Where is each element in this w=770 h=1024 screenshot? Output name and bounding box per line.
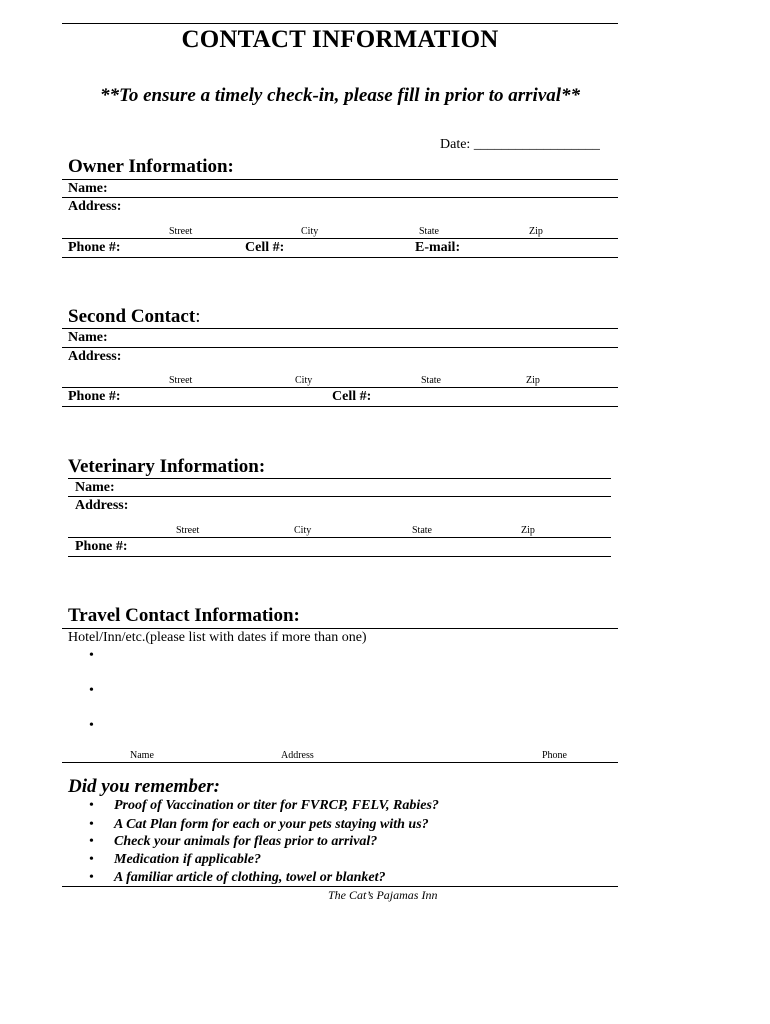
owner-phone-field[interactable]: Phone #:: [68, 240, 121, 255]
page-subtitle: **To ensure a timely check-in, please fill in prior to arrival**: [99, 85, 581, 106]
travel-col-phone: Phone: [542, 750, 567, 761]
owner-rule-4: [62, 257, 618, 258]
remember-bullet-4: •: [89, 852, 94, 867]
remember-rule: [62, 886, 618, 887]
second-heading-colon: :: [195, 306, 201, 327]
vet-heading: Veterinary Information:: [68, 456, 266, 477]
second-city-label: City: [295, 375, 313, 386]
vet-city-label: City: [294, 525, 312, 536]
top-rule: [62, 23, 618, 24]
remember-bullet-5: •: [89, 870, 94, 885]
second-rule-3: [62, 387, 618, 388]
owner-city-label: City: [301, 226, 319, 237]
vet-zip-label: Zip: [521, 525, 535, 536]
second-state-label: State: [421, 375, 441, 386]
date-field[interactable]: Date: __________________: [440, 137, 600, 152]
owner-heading: Owner Information:: [68, 156, 234, 177]
vet-rule-2: [68, 496, 611, 497]
owner-street-label: Street: [169, 226, 193, 237]
second-zip-label: Zip: [526, 375, 540, 386]
vet-state-label: State: [412, 525, 432, 536]
vet-rule-3: [68, 537, 611, 538]
second-address-field[interactable]: Address:: [68, 349, 122, 364]
second-heading-text: Second Contact: [68, 306, 196, 327]
second-street-label: Street: [169, 375, 193, 386]
remember-item-5: A familiar article of clothing, towel or blanket?: [114, 870, 386, 885]
owner-rule-1: [62, 179, 618, 180]
owner-email-field[interactable]: E-mail:: [415, 240, 461, 255]
travel-col-address: Address: [281, 750, 314, 761]
page-title: CONTACT INFORMATION: [181, 26, 499, 53]
owner-state-label: State: [419, 226, 439, 237]
second-name-field[interactable]: Name:: [68, 330, 108, 345]
second-phone-field[interactable]: Phone #:: [68, 389, 121, 404]
footer-text: The Cat’s Pajamas Inn: [328, 888, 438, 902]
vet-phone-field[interactable]: Phone #:: [75, 539, 128, 554]
travel-note: Hotel/Inn/etc.(please list with dates if more than one): [68, 630, 367, 645]
travel-bullet-2: •: [89, 683, 94, 698]
second-rule-1: [62, 328, 618, 329]
travel-rule-2: [62, 762, 618, 763]
travel-heading: Travel Contact Information:: [68, 605, 300, 626]
remember-bullet-3: •: [89, 834, 94, 849]
owner-rule-3: [62, 238, 618, 239]
second-rule-4: [62, 406, 618, 407]
remember-item-2: A Cat Plan form for each or your pets staying with us?: [114, 817, 429, 832]
travel-col-name: Name: [130, 750, 154, 761]
travel-bullet-3: •: [89, 718, 94, 733]
vet-street-label: Street: [176, 525, 200, 536]
owner-rule-2: [62, 197, 618, 198]
remember-heading: Did you remember:: [68, 776, 220, 797]
vet-address-field[interactable]: Address:: [75, 498, 129, 513]
remember-item-1: Proof of Vaccination or titer for FVRCP, FELV, Rabies?: [114, 798, 439, 813]
owner-address-field[interactable]: Address:: [68, 199, 122, 214]
remember-bullet-2: •: [89, 817, 94, 832]
travel-rule-1: [62, 628, 618, 629]
travel-bullet-1: •: [89, 648, 94, 663]
vet-rule-1: [68, 478, 611, 479]
vet-name-field[interactable]: Name:: [75, 480, 115, 495]
owner-zip-label: Zip: [529, 226, 543, 237]
remember-item-3: Check your animals for fleas prior to arrival?: [114, 834, 378, 849]
owner-name-field[interactable]: Name:: [68, 181, 108, 196]
remember-bullet-1: •: [89, 798, 94, 813]
owner-cell-field[interactable]: Cell #:: [245, 240, 285, 255]
second-heading: [68, 306, 200, 328]
remember-item-4: Medication if applicable?: [114, 852, 261, 867]
vet-rule-4: [68, 556, 611, 557]
second-rule-2: [62, 347, 618, 348]
second-cell-field[interactable]: Cell #:: [332, 389, 372, 404]
